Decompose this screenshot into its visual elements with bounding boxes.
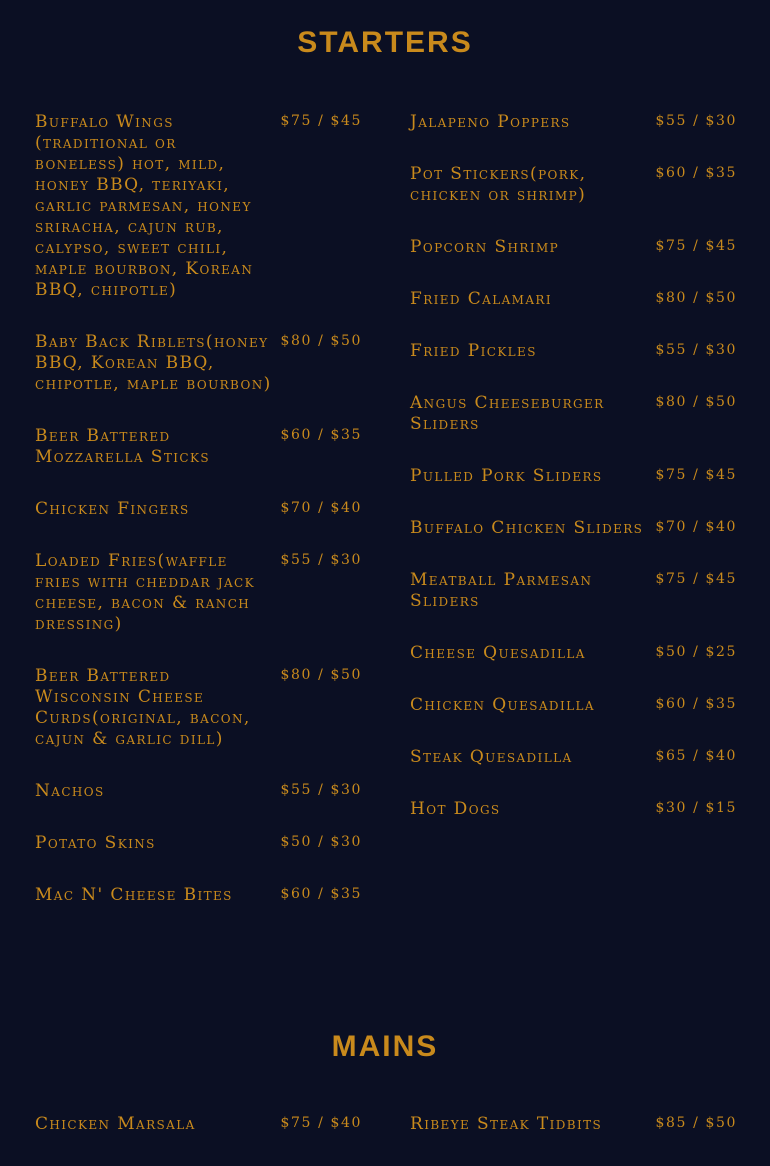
menu-item xyxy=(35,666,362,750)
menu-item-name: Nachos xyxy=(35,781,105,801)
menu-item xyxy=(35,1114,362,1135)
menu-item-name: Fried Pickles xyxy=(410,341,537,361)
menu-item xyxy=(35,885,362,906)
menu-item-name: Beer Battered Mozzarella Sticks xyxy=(35,426,210,467)
menu-item-price: $70 / $40 xyxy=(655,519,737,535)
menu-item-price: $75 / $45 xyxy=(655,571,737,587)
menu-item-name: Cheese Quesadilla xyxy=(410,643,586,663)
menu-item xyxy=(410,1114,737,1135)
menu-item xyxy=(410,799,737,820)
menu-item-name: Loaded Fries(waffle fries with cheddar jack cheese, bacon & ranch dressing) xyxy=(35,551,256,634)
menu-item-name: Potato Skins xyxy=(35,833,156,853)
menu-item xyxy=(410,518,737,539)
menu-item-price: $60 / $35 xyxy=(280,427,362,443)
menu-item xyxy=(35,499,362,520)
menu-item-name: Chicken Marsala xyxy=(35,1114,196,1134)
menu-item-price: $30 / $15 xyxy=(655,800,737,816)
menu-item xyxy=(35,332,362,395)
starters-right-column xyxy=(410,112,737,851)
menu-item-name: Chicken Fingers xyxy=(35,499,190,519)
menu-item-name: Baby Back Riblets(honey BBQ, Korean BBQ, chipotle, maple bourbon) xyxy=(35,332,272,394)
menu-item xyxy=(410,695,737,716)
menu-item-name: Hot Dogs xyxy=(410,799,501,819)
menu-item-name: Buffalo Chicken Sliders xyxy=(410,518,644,538)
menu-item-price: $80 / $50 xyxy=(655,394,737,410)
menu-item-price: $80 / $50 xyxy=(280,333,362,349)
menu-item xyxy=(410,643,737,664)
mains-left-column xyxy=(35,1114,362,1166)
menu-item-name: Pot Stickers(pork, chicken or shrimp) xyxy=(410,164,587,205)
menu-item-name: Ribeye Steak Tidbits xyxy=(410,1114,603,1134)
menu-item xyxy=(410,341,737,362)
menu-item-price: $80 / $50 xyxy=(655,290,737,306)
menu-item-name: Beer Battered Wisconsin Cheese Curds(original, bacon, cajun & garlic dill) xyxy=(35,666,251,749)
menu-item-price: $60 / $35 xyxy=(655,696,737,712)
menu-item xyxy=(410,570,737,612)
menu-item-name: Buffalo Wings (traditional or boneless) hot, mild, honey BBQ, teriyaki, garlic parmesan, honey sriracha, cajun rub, calypso, sweet chili, maple bourbon, Korean BBQ, chipotle) xyxy=(35,112,254,300)
menu-item xyxy=(35,426,362,468)
starters-heading: STARTERS xyxy=(297,26,473,59)
menu-item-name: Meatball Parmesan Sliders xyxy=(410,570,593,611)
menu-item-name: Mac N' Cheese Bites xyxy=(35,885,233,905)
menu-item-price: $65 / $40 xyxy=(655,748,737,764)
menu-item-name: Jalapeno Poppers xyxy=(410,112,571,132)
menu-item xyxy=(35,833,362,854)
starters-left-column xyxy=(35,112,362,937)
menu-item-name: Pulled Pork Sliders xyxy=(410,466,603,486)
menu-item-price: $70 / $40 xyxy=(280,500,362,516)
menu-item-name: Popcorn Shrimp xyxy=(410,237,560,257)
menu-item-price: $60 / $35 xyxy=(280,886,362,902)
menu-item-price: $85 / $50 xyxy=(655,1115,737,1131)
menu-item-price: $75 / $45 xyxy=(655,467,737,483)
menu-item xyxy=(410,747,737,768)
mains-right-column xyxy=(410,1114,737,1166)
menu-item-price: $55 / $30 xyxy=(655,342,737,358)
menu-item-name: Angus Cheeseburger Sliders xyxy=(410,393,605,434)
menu-item-name: Steak Quesadilla xyxy=(410,747,573,767)
menu-item xyxy=(35,781,362,802)
menu-item-name: Chicken Quesadilla xyxy=(410,695,595,715)
menu-item-price: $55 / $30 xyxy=(655,113,737,129)
menu-item xyxy=(410,164,737,206)
menu-item xyxy=(410,237,737,258)
menu-item-price: $55 / $30 xyxy=(280,782,362,798)
menu-item xyxy=(35,112,362,301)
menu-item-price: $50 / $25 xyxy=(655,644,737,660)
mains-heading: MAINS xyxy=(331,1030,439,1063)
menu-item-price: $75 / $45 xyxy=(280,113,362,129)
menu-item-price: $50 / $30 xyxy=(280,834,362,850)
menu-item xyxy=(410,112,737,133)
menu-item-price: $80 / $50 xyxy=(280,667,362,683)
menu-item xyxy=(410,393,737,435)
menu-item xyxy=(410,466,737,487)
menu-item xyxy=(35,551,362,635)
menu-item xyxy=(410,289,737,310)
menu-item-price: $75 / $45 xyxy=(655,238,737,254)
menu-item-price: $55 / $30 xyxy=(280,552,362,568)
menu-item-price: $75 / $40 xyxy=(280,1115,362,1131)
menu-item-name: Fried Calamari xyxy=(410,289,552,309)
menu-item-price: $60 / $35 xyxy=(655,165,737,181)
